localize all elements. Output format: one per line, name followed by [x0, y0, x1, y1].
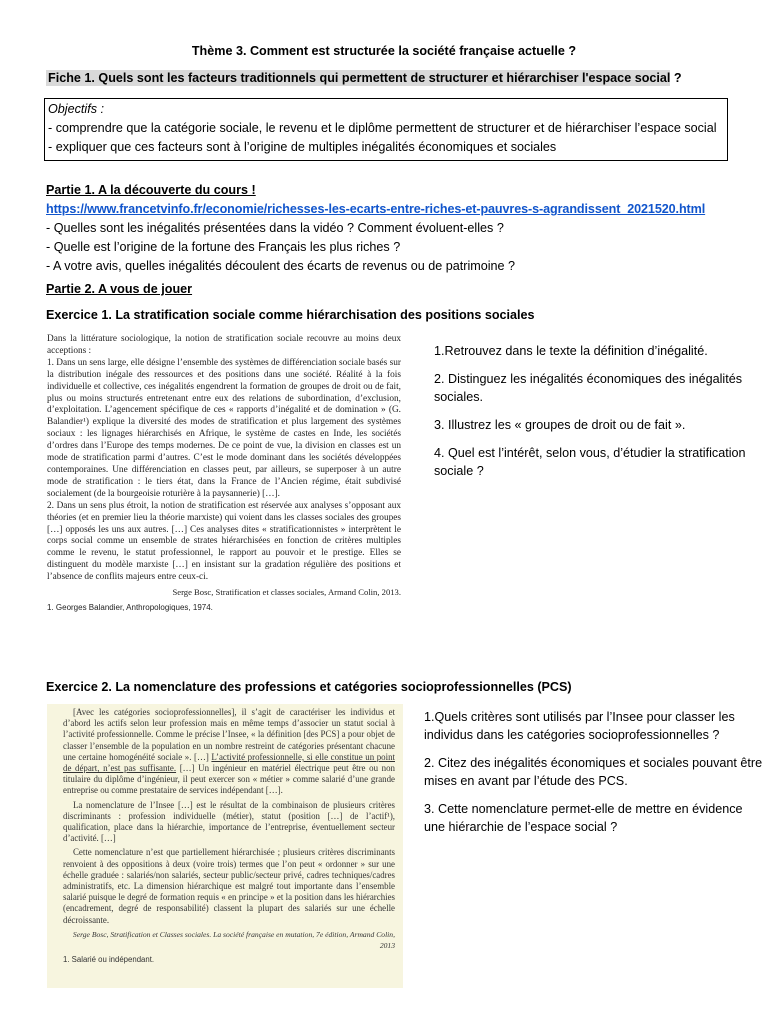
- objectif-item: - expliquer que ces facteurs sont à l’origine de multiples inégalités économiques et sociales: [48, 140, 557, 154]
- objectif-item: - comprendre que la catégorie sociale, le revenu et le diplôme permettent de structurer et de hiérarchiser l’espace social: [48, 121, 717, 135]
- exercice2-questions: [424, 708, 764, 846]
- partie1-title: Partie 1. A la découverte du cours !: [46, 183, 256, 197]
- doc2-text: […] Un ingénieur en matériel électrique peut être ou non titulaire du diplôme d’ingénieur, il peut exercer son « métier » comme salarié d’une grande entreprise ou comme prestataire de services indépendant […].: [63, 763, 395, 796]
- exercice1-question: 2. Distinguez les inégalités économiques des inégalités sociales.: [434, 372, 743, 404]
- exercice1-question: 3. Illustrez les « groupes de droit ou de fait ».: [434, 418, 686, 432]
- partie1-question: - A votre avis, quelles inégalités découlent des écarts de revenus ou de patrimoine ?: [46, 259, 516, 273]
- fiche-title: Fiche 1. Quels sont les facteurs traditionnels qui permettent de structurer et hiérarchiser l'espace social ?: [48, 71, 682, 85]
- objectifs-label: Objectifs :: [48, 102, 104, 116]
- doc1-footnote: 1. Georges Balandier, Anthropologiques, 1974.: [47, 602, 213, 612]
- doc2-text: [Avec les catégories socioprofessionnelles], il s’agit de caractériser les individus et d’abord les actifs selon leur profession mais en même temps d’associer un statut social à l’activité professionnelle. Comme le précise l’Insee, « la définition [des PCS] a pour objet de classer l’ensemble de la population en un nombre restreint de catégories présentant chacune une certaine homogénéité sociale ». […]: [63, 707, 395, 762]
- theme-title: Thème 3. Comment est structurée la société française actuelle ?: [191, 44, 577, 58]
- exercice2-heading: [46, 678, 736, 697]
- doc2-source: Serge Bosc, Stratification et Classes sociales. La société française en mutation, 7e édition, Armand Colin, 2013: [72, 929, 395, 951]
- doc2-paragraph: Cette nomenclature n’est que partiellement hiérarchisée ; plusieurs critères discriminants renvoient à des oppositions à deux (voire trois) termes que l’on peut « ordonner » sur une échelle graduée : salariés/non salariés, secteur public/secteur privé, cadres techniques/cadres administratifs, etc. La dimension hiérarchique est malgré tout importante dans l’ensemble salarié puisque le degré de formation requis « en principe » et la position dans les hiérarchies (encadrement, degré de responsabilité) classent la plupart des salariés sur une échelle décroissante.: [63, 847, 395, 925]
- exercice1-heading: [46, 306, 736, 325]
- exercice1-question: 1.Retrouvez dans le texte la définition d’inégalité.: [434, 344, 708, 358]
- exercice2-question: 2. Citez des inégalités économiques et sociales pouvant être mises en avant par l’étude des PCS.: [424, 756, 763, 788]
- partie1-question: - Quelles sont les inégalités présentées dans la vidéo ? Comment évoluent-elles ?: [46, 221, 504, 235]
- doc2-underlined-text: L’activité professionnelle, si elle constitue un point de départ, n’est pas suffisante.: [63, 751, 395, 774]
- doc2-footnote: 1. Salarié ou indépendant.: [63, 955, 155, 965]
- exercice1-question: 4. Quel est l’intérêt, selon vous, d’étudier la stratification sociale ?: [434, 446, 746, 478]
- exercice2-title: Exercice 2. La nomenclature des professions et catégories socioprofessionnelles (PCS): [46, 680, 572, 694]
- video-link[interactable]: https://www.francetvinfo.fr/economie/richesses-les-ecarts-entre-riches-et-pauvres-s-agrandissent_2021520.html: [46, 202, 706, 216]
- doc1-source: Serge Bosc, Stratification et classes sociales, Armand Colin, 2013.: [172, 587, 401, 598]
- partie1-question: - Quelle est l’origine de la fortune des Français les plus riches ?: [46, 240, 401, 254]
- exercice2-question: 1.Quels critères sont utilisés par l’Insee pour classer les individus dans les catégories socioprofessionnelles ?: [424, 710, 735, 742]
- partie2-title: Partie 2. A vous de jouer: [46, 282, 193, 296]
- doc2-paragraph: La nomenclature de l’Insee […] est le résultat de la combinaison de plusieurs critères discriminants : profession individuelle (métier), statut (position […] de l’actif¹), qualification, place dans la hiérarchie, importance de l’entreprise, éventuellement secteur d’activité. […]: [63, 799, 395, 844]
- doc1-paragraph: Dans la littérature sociologique, la notion de stratification sociale recouvre au moins deux acceptions :: [47, 334, 401, 356]
- exercice1-document: [47, 334, 401, 670]
- doc1-paragraph: 2. Dans un sens plus étroit, la notion de stratification est réservée aux analyses s’opposant aux théories (et en premier lieu la théorie marxiste) qui voient dans les classes sociales des groupes […] opposés les uns aux autres. […] Ces analyses dites « stratificationnistes » interprètent le corps social comme un ensemble de strates hiérarchisées en fonction de critères multiples comme le revenu, le statut professionnel, le rapport au pouvoir et le prestige. Elles se distinguent du modèle marxiste […] en insistant sur la gradation régulière des positions et l’absence de conflits majeurs entre ceux-ci.: [47, 500, 401, 583]
- exercice1-title: Exercice 1. La stratification sociale comme hiérarchisation des positions sociales: [46, 308, 535, 322]
- doc2-paragraph: [63, 707, 395, 797]
- exercice2-question: 3. Cette nomenclature permet-elle de mettre en évidence une hiérarchie de l’espace social ?: [424, 802, 743, 834]
- doc1-paragraph: 1. Dans un sens large, elle désigne l’ensemble des systèmes de différenciation sociale basés sur la distribution inégale des ressources et des positions dans une société. Réalité à la fois individuelle et collective, ces inégalités engendrent la formation de groupes de droit ou de fait, plus ou moins structurés entretenant entre eux des relations de subordination, d’exclusion, d’exploitation. L’agencement spécifique de ces « rapports d’inégalité et de domination » (G. Balandier¹) explique la diversité des modes de stratification et plus largement des systèmes sociaux : les lignages hiérarchisés en Afrique, le système de castes en Inde, les sociétés d’ordres dans l’Europe des temps modernes. De ce point de vue, la division en classes est un mode de stratification parmi d’autres. C’est le mode dominant dans les sociétés développées contemporaines. Une différenciation en classes peut, par ailleurs, se superposer à un autre mode de stratification : le tiers état, dans la France de l’Ancien régime, était subdivisé socialement (de la bourgeoisie roturière à la paysannerie) […].: [47, 357, 401, 499]
- exercice2-document: [47, 704, 403, 988]
- exercice1-questions: [434, 342, 764, 490]
- partie2-section: [46, 280, 736, 299]
- partie1-section: [46, 181, 736, 276]
- objectifs-box: [44, 98, 728, 161]
